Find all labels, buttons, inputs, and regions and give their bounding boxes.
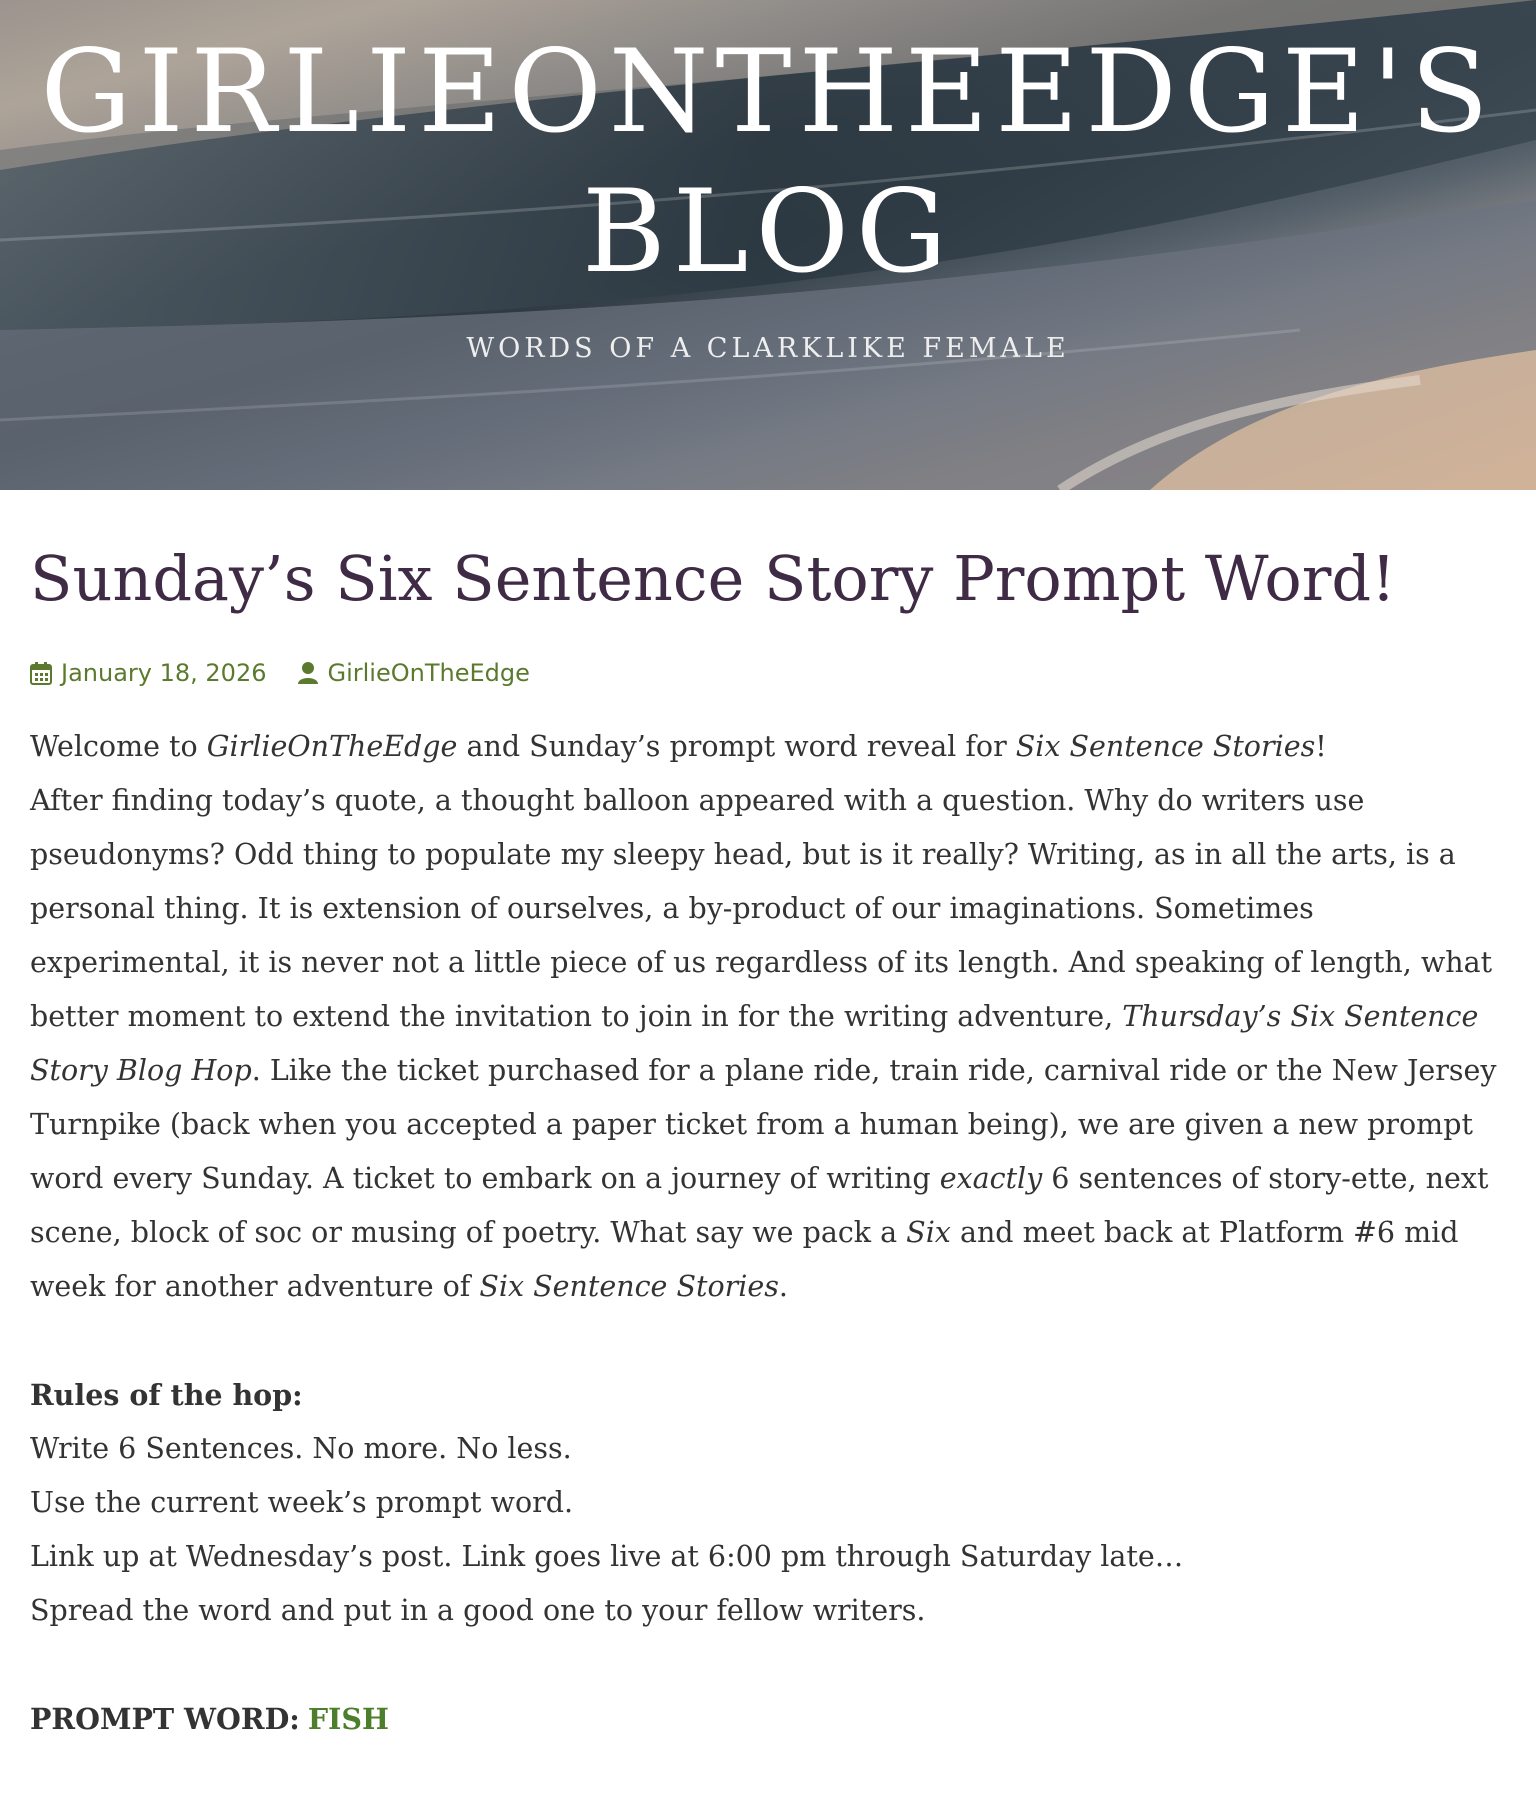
post-body: [30, 720, 1506, 1746]
post-meta: [30, 658, 1506, 688]
series-name: Six Sentence Stories: [1015, 730, 1316, 763]
hop-name: Thursday’s Six Sentence Story Blog Hop: [30, 1000, 1479, 1087]
post-author[interactable]: [297, 659, 530, 687]
body-text: and meet back at Platform #6 mid week for another adventure of: [30, 1216, 1459, 1303]
prompt-word: FISH: [307, 1702, 389, 1736]
post-date[interactable]: [30, 659, 267, 687]
post-date-text[interactable]: January 18, 2026: [61, 659, 267, 687]
body-text: . Like the ticket purchased for a plane ride, train ride, carnival ride or the New Jersey Turnpike (back when you accepted a paper ticket from a human being), we are given a new prompt word every Sunday. A ticket to embark on a journey of writing: [30, 1054, 1497, 1195]
rule-item: Use the current week’s prompt word.: [30, 1486, 574, 1519]
intro-text: !: [1315, 730, 1327, 763]
body-text: 6 sentences of story-ette, next scene, block of soc or musing of poetry. What say we pack a: [30, 1162, 1489, 1249]
site-title[interactable]: GIRLIEONTHEEDGE'S BLOG: [40, 25, 1496, 298]
prompt-word-label: PROMPT WORD:: [30, 1702, 300, 1736]
spacer: [30, 1638, 1506, 1692]
site-header: [0, 0, 1536, 490]
rule-item: Spread the word and put in a good one to your fellow writers.: [30, 1594, 926, 1627]
blog-name: GirlieOnTheEdge: [206, 730, 458, 763]
rule-item: Link up at Wednesday’s post. Link goes live at 6:00 pm through Saturday late…: [30, 1540, 1184, 1573]
post-author-text[interactable]: GirlieOnTheEdge: [327, 659, 530, 687]
intro-text: and Sunday’s prompt word reveal for: [457, 730, 1016, 763]
main-content: [0, 540, 1536, 1746]
spacer: [30, 1314, 1506, 1368]
emphasis-text: exactly: [939, 1162, 1043, 1195]
prompt-word-line: [30, 1692, 1506, 1746]
intro-text: Welcome to: [30, 730, 207, 763]
body-text: After finding today’s quote, a thought balloon appeared with a question. Why do writers use pseudonyms? Odd thing to populate my sleepy head, but is it really? Writing, as in all the arts, is a personal thing. It is extension of ourselves, a by-product of our imaginations. Sometimes experimental, it is never not a little piece of us regardless of its length. And speaking of length, what better moment to extend the invitation to join in for the writing adventure,: [30, 784, 1493, 1033]
body-text: .: [778, 1270, 788, 1303]
rules-heading: Rules of the hop:: [30, 1378, 303, 1412]
body-paragraph: [30, 774, 1506, 1314]
rule-item: Write 6 Sentences. No more. No less.: [30, 1432, 572, 1465]
intro-paragraph: [30, 720, 1506, 774]
calendar-icon: [30, 661, 52, 685]
series-name: Six Sentence Stories: [479, 1270, 779, 1303]
site-tagline: WORDS OF A CLARKLIKE FEMALE: [466, 333, 1070, 364]
emphasis-text: Six: [906, 1216, 951, 1249]
user-icon: [297, 661, 319, 685]
post-title[interactable]: Sunday’s Six Sentence Story Prompt Word!: [30, 542, 1396, 615]
